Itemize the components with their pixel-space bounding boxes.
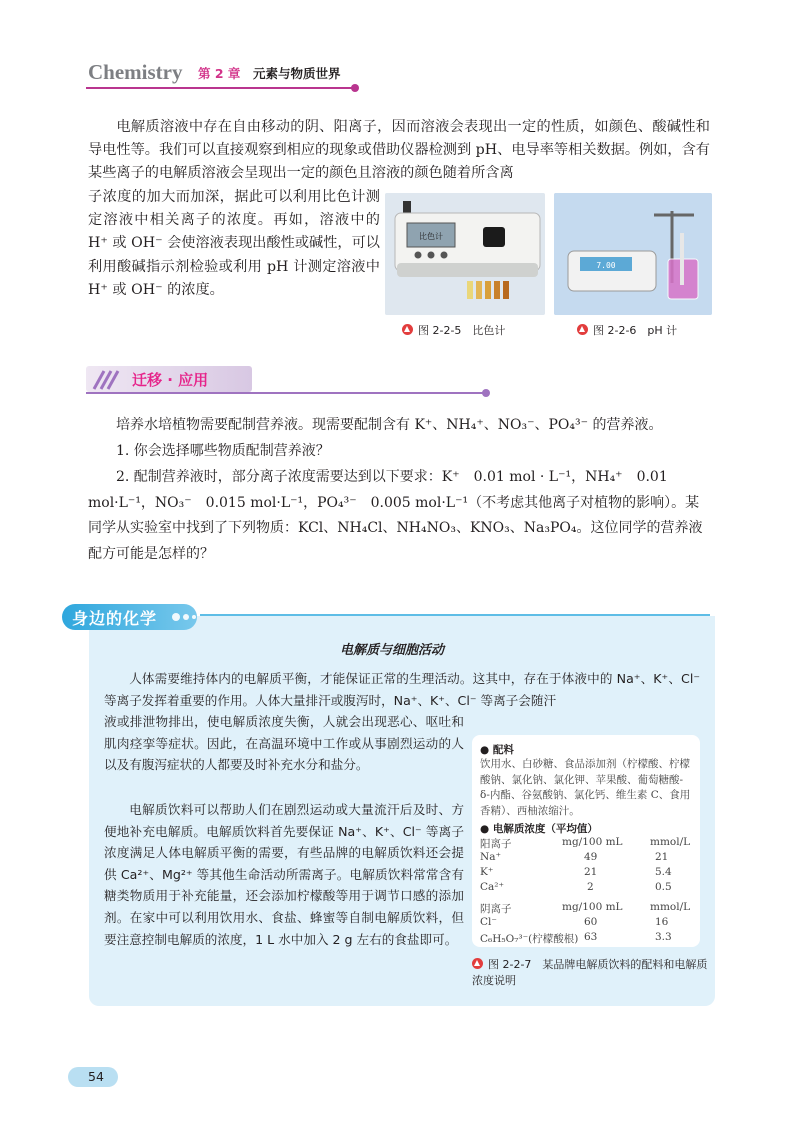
ingredients-heading: ● 配料 (480, 744, 514, 756)
transfer-question-1: 1. 你会选择哪些物质配制营养液？ (116, 443, 330, 459)
ingredients-text: 饮用水、白砂糖、食品添加剂（柠檬酸、柠檬酸钠、氯化钠、氯化钾、苹果酸、葡萄糖酸-δ-内酯、谷氨酸钠、氯化钙、维生素 C、食用香精）、西柚浓缩汁。 (480, 758, 691, 817)
cation-name: Ca²⁺ (480, 881, 505, 893)
anion-mg: 63 (584, 931, 598, 943)
page-number: 54 (68, 1067, 118, 1087)
box-article-title: 电解质与细胞活动 (340, 643, 445, 658)
anion-header-label: 阴离子 (480, 903, 512, 915)
cation-header-mmol: mmol/L (650, 836, 691, 848)
figure-2-2-5-text: 图 2-2-5 比色计 (418, 324, 506, 337)
intro-paragraph-2: 子浓度的加大而加深，据此可以利用比色计测定溶液中相关离子的浓度。再如，溶液中的 H⁺ 或 OH⁻ 会使溶液表现出酸性或碱性，可以利用酸碱指示剂检验或利用 pH 计测定溶液中 H⁺ 或 OH⁻ 的浓度。 (88, 189, 380, 298)
bubble-dots-icon (170, 606, 202, 628)
transfer-section-rule-dot (482, 389, 490, 397)
cation-header-mg: mg/100 mL (562, 836, 623, 848)
header-chapter-title: 元素与物质世界 (253, 66, 341, 81)
cation-header-label: 阳离子 (480, 838, 512, 850)
cation-mg: 21 (584, 866, 598, 878)
figure-2-2-7-text: 图 2-2-7 某品牌电解质饮料的配料和电解质浓度说明 (472, 958, 708, 987)
figure-2-2-7-caption (472, 957, 712, 989)
cation-mmol: 0.5 (655, 881, 672, 893)
ph-meter-illustration (554, 193, 712, 315)
cation-mg: 2 (587, 881, 594, 893)
header-chapter: 第 2 章 (198, 66, 241, 81)
transfer-intro: 培养水培植物需要配制营养液。现需要配制含有 K⁺、NH₄⁺、NO₃⁻、PO₄³⁻ 的营养液。 (116, 417, 663, 433)
everyday-chemistry-title: 身边的化学 (72, 609, 158, 628)
anion-mmol: 16 (655, 916, 669, 928)
colorimeter-illustration (385, 193, 545, 315)
transfer-section-title: 迁移 · 应用 (132, 371, 209, 389)
box-paragraph-3: 电解质饮料可以帮助人们在剧烈运动或大量流汗后及时、方便地补充电解质。电解质饮料首先要保证 Na⁺、K⁺、Cl⁻ 等离子浓度满足人体电解质平衡的需要，有些品牌的电解质饮料还会提供 Ca²⁺、Mg²⁺ 等其他生命活动所需离子。电解质饮料常常含有糖类物质用于补充能量，还会添加柠檬酸等用于调节口感的添加剂。在家中可以利用饮用水、食盐、蜂蜜等自制电解质饮料，但要注意控制电解质的浓度，1 L 水中加入 2 g 左右的食盐即可。 (104, 802, 464, 947)
triangle-marker-icon (577, 324, 588, 335)
cation-mmol: 5.4 (655, 866, 672, 878)
header-rule (86, 87, 356, 89)
header-rule-dot (351, 84, 359, 92)
colorimeter-panel-label: 比色计 (419, 232, 443, 241)
cation-name: Na⁺ (480, 851, 501, 863)
everyday-chemistry-rule (200, 614, 710, 616)
cation-mmol: 21 (655, 851, 669, 863)
figure-2-2-6-caption (577, 322, 677, 338)
colorimeter-photo (385, 193, 545, 315)
ph-meter-photo (554, 193, 712, 315)
cation-name: K⁺ (480, 866, 494, 878)
anion-name: C₆H₅O₇³⁻(柠檬酸根) (480, 933, 579, 945)
anion-header-mg: mg/100 mL (562, 901, 623, 913)
box-paragraph-2: 液或排泄物排出，使电解质浓度失衡，人就会出现恶心、呕吐和肌肉痉挛等症状。因此，在高温环境中工作或从事剧烈运动的人以及有腹泻症状的人都要及时补充水分和盐分。 (104, 714, 464, 773)
header-subject: Chemistry (88, 60, 183, 84)
anion-header-mmol: mmol/L (650, 901, 691, 913)
anion-mmol: 3.3 (655, 931, 672, 943)
figure-2-2-6-text: 图 2-2-6 pH 计 (593, 324, 678, 337)
triangle-marker-icon (472, 958, 483, 969)
anion-name: Cl⁻ (480, 916, 497, 928)
figure-2-2-5-caption (402, 322, 505, 338)
intro-paragraph-1: 电解质溶液中存在自由移动的阴、阳离子，因而溶液会表现出一定的性质，如颜色、酸碱性和导电性等。我们可以直接观察到相应的现象或借助仪器检测到 pH、电导率等相关数据。例如，含有某些离子的电解质溶液会呈现出一定的颜色且溶液的颜色随着所含离 (88, 119, 710, 182)
concentration-heading: ● 电解质浓度（平均值） (480, 823, 598, 835)
section-stripes-icon (90, 370, 126, 390)
cation-mg: 49 (584, 851, 598, 863)
anion-mg: 60 (584, 916, 598, 928)
triangle-marker-icon (402, 324, 413, 335)
transfer-section-rule (86, 392, 486, 394)
box-paragraph-1: 人体需要维持体内的电解质平衡，才能保证正常的生理活动。这其中，存在于体液中的 Na⁺、K⁺、Cl⁻ 等离子发挥着重要的作用。人体大量排汗或腹泻时，Na⁺、K⁺、Cl⁻ 等离子会随汗 (104, 671, 700, 708)
transfer-question-2: 2. 配制营养液时，部分离子浓度需要达到以下要求：K⁺ 0.01 mol · L⁻¹，NH₄⁺ 0.01 mol·L⁻¹，NO₃⁻ 0.015 mol·L⁻¹，PO₄³⁻ 0.005 mol·L⁻¹（不考虑其他离子对植物的影响）。某同学从实验室中找到了下列物质：KCl、NH₄Cl、NH₄NO₃、KNO₃、Na₃PO₄。这位同学的营养液配方可能是怎样的？ (88, 469, 703, 562)
ph-display-readout: 7.00 (596, 261, 616, 270)
